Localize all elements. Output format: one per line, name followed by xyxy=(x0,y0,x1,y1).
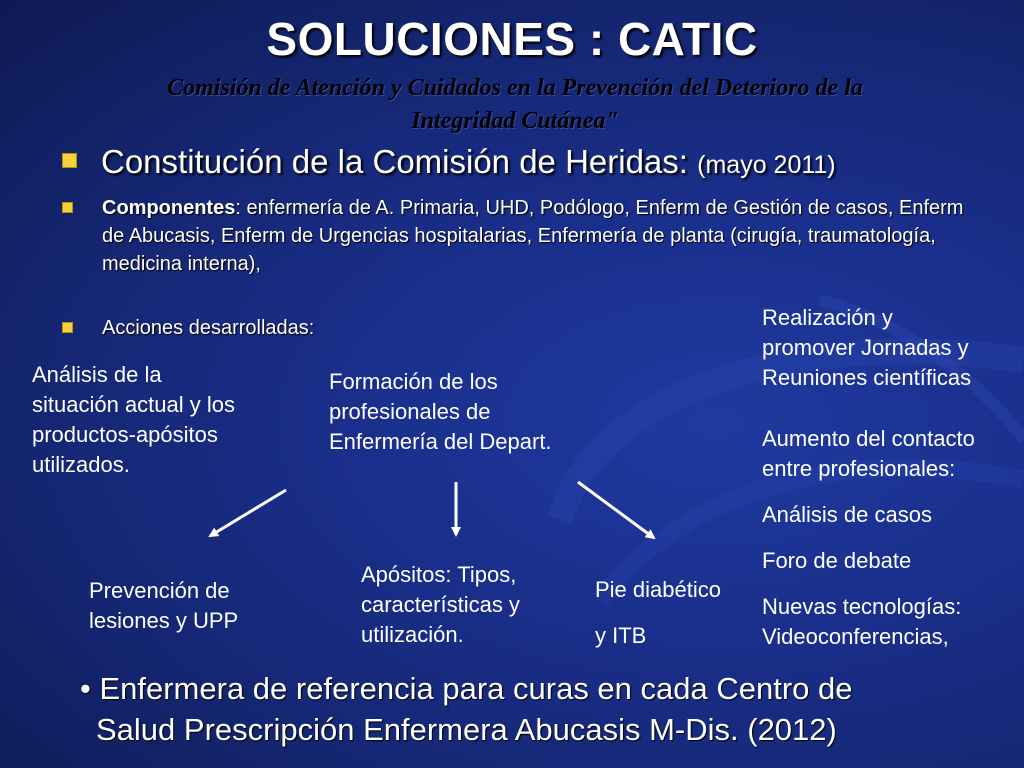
realizacion-line: Realización y xyxy=(762,305,893,330)
arrow-left xyxy=(210,490,286,536)
realizacion-line: promover Jornadas y xyxy=(762,335,969,360)
aumento-line: Aumento del contacto xyxy=(762,426,975,451)
analisis-line: Análisis de la xyxy=(32,362,162,387)
prevencion-line: lesiones y UPP xyxy=(89,608,239,633)
pie-line: y ITB xyxy=(595,623,647,648)
arrow-right xyxy=(578,482,654,538)
analisis-casos: Análisis de casos xyxy=(762,502,932,527)
pie-line: Pie diabético xyxy=(595,577,721,602)
componentes-label: Componentes xyxy=(102,197,236,219)
analisis-line: situación actual y los xyxy=(32,392,235,417)
subtitle-line-2: Integridad Cutánea" xyxy=(411,108,619,134)
formacion-line: Enfermería del Depart. xyxy=(329,429,552,454)
nuevas-tecnologias: Nuevas tecnologías: xyxy=(762,594,962,619)
analisis-line: utilizados. xyxy=(32,452,130,477)
apositos-line: características y xyxy=(361,592,520,617)
prevencion-line: Prevención de xyxy=(89,578,230,603)
bottom-line-1: • Enfermera de referencia para curas en cada Centro de xyxy=(80,671,853,706)
formacion-line: Formación de los xyxy=(329,369,498,394)
main-bullet-date: (mayo 2011) xyxy=(697,151,836,179)
slide-title: SOLUCIONES : CATIC xyxy=(266,13,758,65)
apositos-line: Apósitos: Tipos, xyxy=(361,562,517,587)
videoconferencias: Videoconferencias, xyxy=(762,624,949,649)
acciones-label: Acciones desarrolladas: xyxy=(102,317,315,339)
aumento-line: entre profesionales: xyxy=(762,456,956,481)
main-bullet-text: Constitución de la Comisión de Heridas: xyxy=(101,143,688,180)
componentes-detail: : enfermería de A. Primaria, UHD, Podólogo, Enferm de Gestión de casos, Enferm de Abucasis, Enferm de Urgencias hospitalarias, Enfermería de planta (cirugía, traumatología, medicina interna), xyxy=(102,197,964,275)
apositos-line: utilización. xyxy=(361,622,464,647)
foro-debate: Foro de debate xyxy=(762,548,912,573)
realizacion-line: Reuniones científicas xyxy=(762,365,972,390)
bottom-line-2: Salud Prescripción Enfermera Abucasis M-Dis. (2012) xyxy=(96,712,837,747)
formacion-line: profesionales de xyxy=(329,399,491,424)
bottom-bullet xyxy=(80,668,980,750)
analisis-line: productos-apósitos xyxy=(32,422,218,447)
subtitle-line-1: Comisión de Atención y Cuidados en la Prevención del Deterioro de la xyxy=(167,75,863,101)
